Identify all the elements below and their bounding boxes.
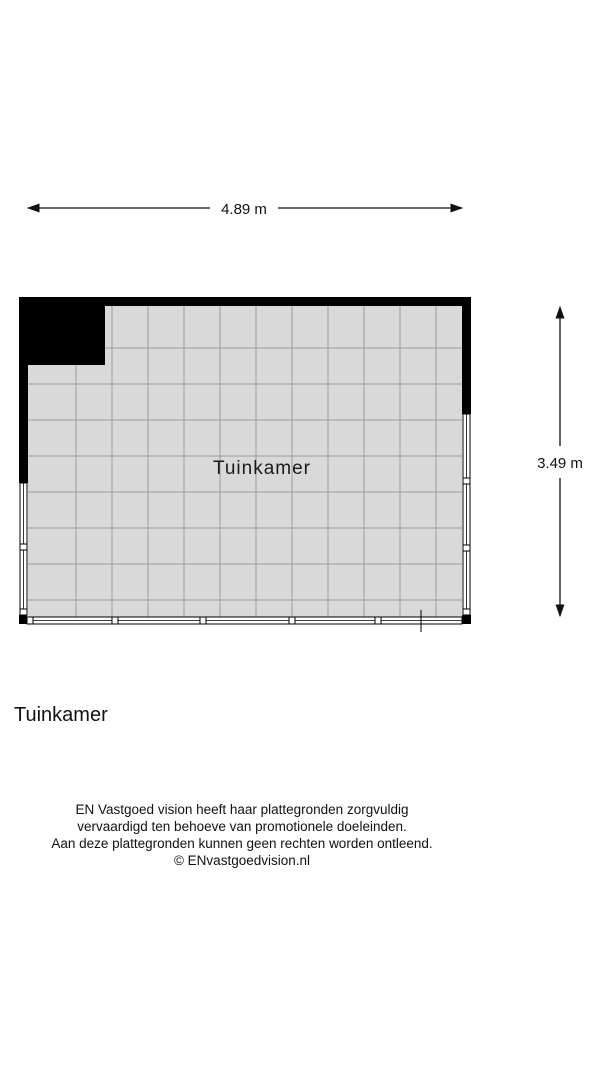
wall-right-upper <box>462 297 471 414</box>
height-dimension-label: 3.49 m <box>537 455 583 472</box>
disclaimer-line: EN Vastgoed vision heeft haar plattegronden zorgvuldig <box>75 802 409 817</box>
disclaimer-line: vervaardigd ten behoeve van promotionele doeleinden. <box>77 819 407 834</box>
height-dimension <box>537 307 583 616</box>
room-label: Tuinkamer <box>212 458 312 479</box>
width-dimension <box>28 201 462 218</box>
width-dimension-label: 4.89 m <box>221 201 267 218</box>
disclaimer-line: Aan deze plattegronden kunnen geen rechten worden ontleend. <box>51 836 433 851</box>
post-bottom-left <box>19 615 27 624</box>
post-bottom-right <box>462 615 471 624</box>
copyright-line: © ENvastgoedvision.nl <box>173 853 310 868</box>
disclaimer <box>0 801 484 869</box>
window-right <box>463 414 470 615</box>
corner-block <box>19 297 105 365</box>
floor-caption: Tuinkamer <box>14 704 108 726</box>
window-left <box>20 483 27 615</box>
